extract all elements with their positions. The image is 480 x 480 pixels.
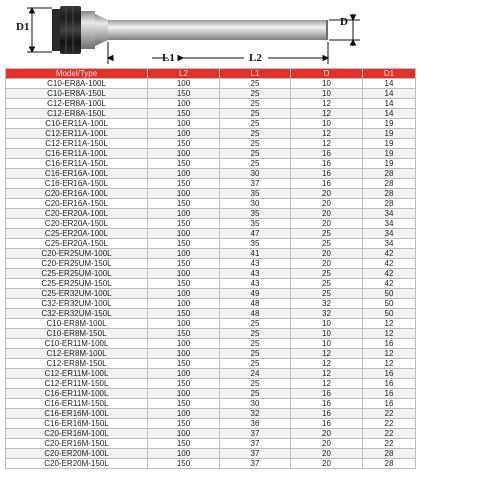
table-row xyxy=(6,259,416,269)
d1-cell: 28 xyxy=(363,459,416,469)
d1-cell: 50 xyxy=(363,309,416,319)
d1-cell: 14 xyxy=(363,99,416,109)
d-cell: 20 xyxy=(291,259,363,269)
l1-cell: 35 xyxy=(220,209,291,219)
l2-cell: 150 xyxy=(148,399,220,409)
l2-cell: 150 xyxy=(148,259,220,269)
d1-cell: 28 xyxy=(363,169,416,179)
l2-cell: 150 xyxy=(148,179,220,189)
table-row xyxy=(6,369,416,379)
l1-cell: 49 xyxy=(220,289,291,299)
d-cell: 12 xyxy=(291,99,363,109)
label-l2: L2 xyxy=(249,52,262,64)
l2-cell: 150 xyxy=(148,89,220,99)
d-cell: 16 xyxy=(291,159,363,169)
l1-cell: 25 xyxy=(220,389,291,399)
model-type-cell: C25-ER32UM-100L xyxy=(6,289,148,299)
d-cell: 12 xyxy=(291,369,363,379)
table-row xyxy=(6,109,416,119)
table-row xyxy=(6,329,416,339)
l1-cell: 25 xyxy=(220,159,291,169)
l1-cell: 37 xyxy=(220,439,291,449)
model-type-cell: C10-ER8A-150L xyxy=(6,89,148,99)
model-type-cell: C25-ER20A-100L xyxy=(6,229,148,239)
d-cell: 20 xyxy=(291,449,363,459)
model-type-cell: C16-ER16M-100L xyxy=(6,409,148,419)
l1-cell: 25 xyxy=(220,349,291,359)
d1-cell: 14 xyxy=(363,79,416,89)
d-cell: 10 xyxy=(291,119,363,129)
l2-cell: 150 xyxy=(148,379,220,389)
d1-cell: 12 xyxy=(363,359,416,369)
model-type-cell: C12-ER11A-100L xyxy=(6,129,148,139)
d-cell: 16 xyxy=(291,169,363,179)
l1-cell: 25 xyxy=(220,129,291,139)
l1-cell: 32 xyxy=(220,409,291,419)
d1-cell: 28 xyxy=(363,189,416,199)
l2-cell: 150 xyxy=(148,419,220,429)
l1-cell: 37 xyxy=(220,459,291,469)
model-type-cell: C12-ER11A-150L xyxy=(6,139,148,149)
d1-cell: 42 xyxy=(363,279,416,289)
d-cell: 12 xyxy=(291,359,363,369)
model-type-cell: C20-ER16M-100L xyxy=(6,429,148,439)
header-model-type: Model/Type xyxy=(6,69,148,79)
table-row xyxy=(6,129,416,139)
model-type-cell: C16-ER11A-150L xyxy=(6,159,148,169)
d-cell: 20 xyxy=(291,459,363,469)
table-row xyxy=(6,299,416,309)
l1-cell: 43 xyxy=(220,269,291,279)
l2-cell: 150 xyxy=(148,309,220,319)
l2-cell: 100 xyxy=(148,119,220,129)
tool-holder-diagram xyxy=(0,0,480,66)
l1-cell: 48 xyxy=(220,299,291,309)
table-row xyxy=(6,179,416,189)
l1-cell: 47 xyxy=(220,229,291,239)
d-cell: 20 xyxy=(291,209,363,219)
l2-cell: 100 xyxy=(148,169,220,179)
table-row xyxy=(6,309,416,319)
l2-cell: 100 xyxy=(148,299,220,309)
table-body xyxy=(6,79,416,469)
l1-cell: 25 xyxy=(220,339,291,349)
table-row xyxy=(6,99,416,109)
l1-cell: 48 xyxy=(220,309,291,319)
d1-cell: 19 xyxy=(363,119,416,129)
d-cell: 12 xyxy=(291,109,363,119)
d1-cell: 34 xyxy=(363,209,416,219)
d1-cell: 22 xyxy=(363,419,416,429)
d1-cell: 50 xyxy=(363,289,416,299)
table-row xyxy=(6,159,416,169)
model-type-cell: C12-ER11M-100L xyxy=(6,369,148,379)
table-row xyxy=(6,349,416,359)
l1-cell: 25 xyxy=(220,149,291,159)
table-row xyxy=(6,229,416,239)
d1-cell: 50 xyxy=(363,299,416,309)
d-cell: 20 xyxy=(291,429,363,439)
d-cell: 16 xyxy=(291,399,363,409)
d-cell: 25 xyxy=(291,269,363,279)
model-type-cell: C12-ER8M-150L xyxy=(6,359,148,369)
label-l1: L1 xyxy=(162,52,175,64)
d-cell: 10 xyxy=(291,79,363,89)
d1-cell: 19 xyxy=(363,159,416,169)
d-cell: 20 xyxy=(291,199,363,209)
l2-cell: 100 xyxy=(148,409,220,419)
d1-cell: 12 xyxy=(363,349,416,359)
d-cell: 20 xyxy=(291,189,363,199)
table-row xyxy=(6,79,416,89)
table-row xyxy=(6,169,416,179)
collet-nut xyxy=(52,6,81,54)
d1-cell: 16 xyxy=(363,339,416,349)
table-row xyxy=(6,89,416,99)
model-type-cell: C20-ER16A-100L xyxy=(6,189,148,199)
d-cell: 10 xyxy=(291,329,363,339)
header-d1: D1 xyxy=(363,69,416,79)
l1-cell: 30 xyxy=(220,199,291,209)
l2-cell: 100 xyxy=(148,229,220,239)
d1-cell: 22 xyxy=(363,439,416,449)
d1-cell: 42 xyxy=(363,249,416,259)
model-type-cell: C12-ER8M-100L xyxy=(6,349,148,359)
d-cell: 12 xyxy=(291,129,363,139)
l1-cell: 35 xyxy=(220,219,291,229)
table-row xyxy=(6,279,416,289)
l1-cell: 43 xyxy=(220,279,291,289)
l1-cell: 37 xyxy=(220,449,291,459)
l1-cell: 24 xyxy=(220,369,291,379)
d-cell: 12 xyxy=(291,349,363,359)
d1-cell: 12 xyxy=(363,329,416,339)
l1-cell: 37 xyxy=(220,179,291,189)
model-type-cell: C16-ER11M-150L xyxy=(6,399,148,409)
table-row xyxy=(6,269,416,279)
d1-cell: 34 xyxy=(363,229,416,239)
d-cell: 20 xyxy=(291,439,363,449)
label-d1: D1 xyxy=(16,21,30,33)
table-row xyxy=(6,139,416,149)
d1-cell: 16 xyxy=(363,399,416,409)
l1-cell: 25 xyxy=(220,89,291,99)
l2-cell: 150 xyxy=(148,359,220,369)
d1-cell: 22 xyxy=(363,409,416,419)
d1-cell: 16 xyxy=(363,369,416,379)
d-cell: 12 xyxy=(291,379,363,389)
model-type-cell: C10-ER8M-100L xyxy=(6,319,148,329)
header-l2: L2 xyxy=(148,69,220,79)
table-header-row xyxy=(6,69,416,79)
d-cell: 16 xyxy=(291,179,363,189)
holder-shank xyxy=(108,20,327,40)
table-row xyxy=(6,359,416,369)
model-type-cell: C25-ER25UM-150L xyxy=(6,279,148,289)
l2-cell: 100 xyxy=(148,99,220,109)
l1-cell: 37 xyxy=(220,429,291,439)
table-row xyxy=(6,449,416,459)
l2-cell: 100 xyxy=(148,389,220,399)
l2-cell: 100 xyxy=(148,369,220,379)
header-l1: L1 xyxy=(220,69,291,79)
model-type-cell: C20-ER20A-100L xyxy=(6,209,148,219)
d1-cell: 16 xyxy=(363,389,416,399)
d-cell: 25 xyxy=(291,229,363,239)
l2-cell: 100 xyxy=(148,429,220,439)
model-type-cell: C12-ER8A-150L xyxy=(6,109,148,119)
l2-cell: 100 xyxy=(148,339,220,349)
d-cell: 16 xyxy=(291,409,363,419)
d-cell: 10 xyxy=(291,89,363,99)
l1-cell: 30 xyxy=(220,399,291,409)
table-row xyxy=(6,289,416,299)
l1-cell: 36 xyxy=(220,419,291,429)
header-d: D xyxy=(291,69,363,79)
table-row xyxy=(6,419,416,429)
d1-cell: 19 xyxy=(363,139,416,149)
table-row xyxy=(6,389,416,399)
l2-cell: 100 xyxy=(148,249,220,259)
model-type-cell: C20-ER20A-150L xyxy=(6,219,148,229)
table-row xyxy=(6,119,416,129)
model-type-cell: C10-ER8M-150L xyxy=(6,329,148,339)
l2-cell: 100 xyxy=(148,189,220,199)
table-row xyxy=(6,249,416,259)
table-row xyxy=(6,379,416,389)
table-row xyxy=(6,399,416,409)
l2-cell: 150 xyxy=(148,329,220,339)
d-cell: 10 xyxy=(291,319,363,329)
d1-cell: 22 xyxy=(363,429,416,439)
d-cell: 16 xyxy=(291,389,363,399)
length-dimensions xyxy=(108,42,328,64)
d1-cell: 19 xyxy=(363,149,416,159)
d1-cell: 14 xyxy=(363,89,416,99)
d1-cell: 19 xyxy=(363,129,416,139)
table-row xyxy=(6,199,416,209)
d1-cell: 12 xyxy=(363,319,416,329)
d-cell: 16 xyxy=(291,419,363,429)
d1-cell: 34 xyxy=(363,239,416,249)
d1-cell: 28 xyxy=(363,179,416,189)
l2-cell: 150 xyxy=(148,199,220,209)
l1-cell: 25 xyxy=(220,319,291,329)
l2-cell: 150 xyxy=(148,459,220,469)
model-type-cell: C16-ER16A-100L xyxy=(6,169,148,179)
model-type-cell: C10-ER11M-100L xyxy=(6,339,148,349)
d-cell: 32 xyxy=(291,309,363,319)
l2-cell: 150 xyxy=(148,109,220,119)
d1-cell: 34 xyxy=(363,219,416,229)
l1-cell: 25 xyxy=(220,109,291,119)
l2-cell: 100 xyxy=(148,319,220,329)
table-row xyxy=(6,149,416,159)
model-type-cell: C20-ER25UM-150L xyxy=(6,259,148,269)
l1-cell: 35 xyxy=(220,189,291,199)
label-d: D xyxy=(340,16,348,28)
d-cell: 32 xyxy=(291,299,363,309)
d-cell: 25 xyxy=(291,289,363,299)
model-type-cell: C12-ER11M-150L xyxy=(6,379,148,389)
d1-cell: 16 xyxy=(363,379,416,389)
d1-cell: 14 xyxy=(363,109,416,119)
tool-holder-drawing xyxy=(0,0,480,66)
l2-cell: 100 xyxy=(148,269,220,279)
l2-cell: 150 xyxy=(148,239,220,249)
specification-table xyxy=(5,68,416,469)
l1-cell: 25 xyxy=(220,119,291,129)
d1-cell: 28 xyxy=(363,199,416,209)
l2-cell: 100 xyxy=(148,129,220,139)
table-row xyxy=(6,189,416,199)
l1-cell: 25 xyxy=(220,99,291,109)
table-row xyxy=(6,339,416,349)
model-type-cell: C20-ER20M-100L xyxy=(6,449,148,459)
l2-cell: 100 xyxy=(148,449,220,459)
l2-cell: 100 xyxy=(148,349,220,359)
d-cell: 10 xyxy=(291,339,363,349)
d-cell: 16 xyxy=(291,149,363,159)
model-type-cell: C10-ER11A-100L xyxy=(6,119,148,129)
d-cell: 25 xyxy=(291,279,363,289)
l2-cell: 100 xyxy=(148,209,220,219)
holder-body xyxy=(81,11,108,49)
l2-cell: 150 xyxy=(148,439,220,449)
l2-cell: 100 xyxy=(148,289,220,299)
model-type-cell: C16-ER11A-100L xyxy=(6,149,148,159)
table-row xyxy=(6,209,416,219)
l1-cell: 30 xyxy=(220,169,291,179)
l2-cell: 100 xyxy=(148,149,220,159)
table-row xyxy=(6,239,416,249)
model-type-cell: C10-ER8A-100L xyxy=(6,79,148,89)
l2-cell: 150 xyxy=(148,159,220,169)
d1-cell: 42 xyxy=(363,269,416,279)
l1-cell: 41 xyxy=(220,249,291,259)
model-type-cell: C20-ER16M-150L xyxy=(6,439,148,449)
l2-cell: 100 xyxy=(148,79,220,89)
l1-cell: 25 xyxy=(220,79,291,89)
table-row xyxy=(6,319,416,329)
d-cell: 25 xyxy=(291,239,363,249)
table-row xyxy=(6,219,416,229)
l1-cell: 43 xyxy=(220,259,291,269)
d1-dimension xyxy=(27,8,52,52)
l1-cell: 35 xyxy=(220,239,291,249)
l1-cell: 25 xyxy=(220,379,291,389)
model-type-cell: C20-ER16A-150L xyxy=(6,199,148,209)
model-type-cell: C20-ER20M-150L xyxy=(6,459,148,469)
d-cell: 20 xyxy=(291,219,363,229)
model-type-cell: C20-ER25UM-100L xyxy=(6,249,148,259)
l2-cell: 150 xyxy=(148,139,220,149)
model-type-cell: C12-ER8A-100L xyxy=(6,99,148,109)
table-row xyxy=(6,429,416,439)
model-type-cell: C25-ER20A-150L xyxy=(6,239,148,249)
l1-cell: 25 xyxy=(220,359,291,369)
table-row xyxy=(6,459,416,469)
d1-cell: 42 xyxy=(363,259,416,269)
l1-cell: 25 xyxy=(220,139,291,149)
l2-cell: 150 xyxy=(148,279,220,289)
model-type-cell: C16-ER11M-100L xyxy=(6,389,148,399)
model-type-cell: C32-ER32UM-150L xyxy=(6,309,148,319)
table-row xyxy=(6,409,416,419)
d1-cell: 28 xyxy=(363,449,416,459)
l1-cell: 25 xyxy=(220,329,291,339)
model-type-cell: C16-ER16A-150L xyxy=(6,179,148,189)
model-type-cell: C16-ER16M-150L xyxy=(6,419,148,429)
model-type-cell: C32-ER32UM-100L xyxy=(6,299,148,309)
d-cell: 20 xyxy=(291,249,363,259)
table-row xyxy=(6,439,416,449)
l2-cell: 150 xyxy=(148,219,220,229)
model-type-cell: C25-ER25UM-100L xyxy=(6,269,148,279)
d-cell: 12 xyxy=(291,139,363,149)
